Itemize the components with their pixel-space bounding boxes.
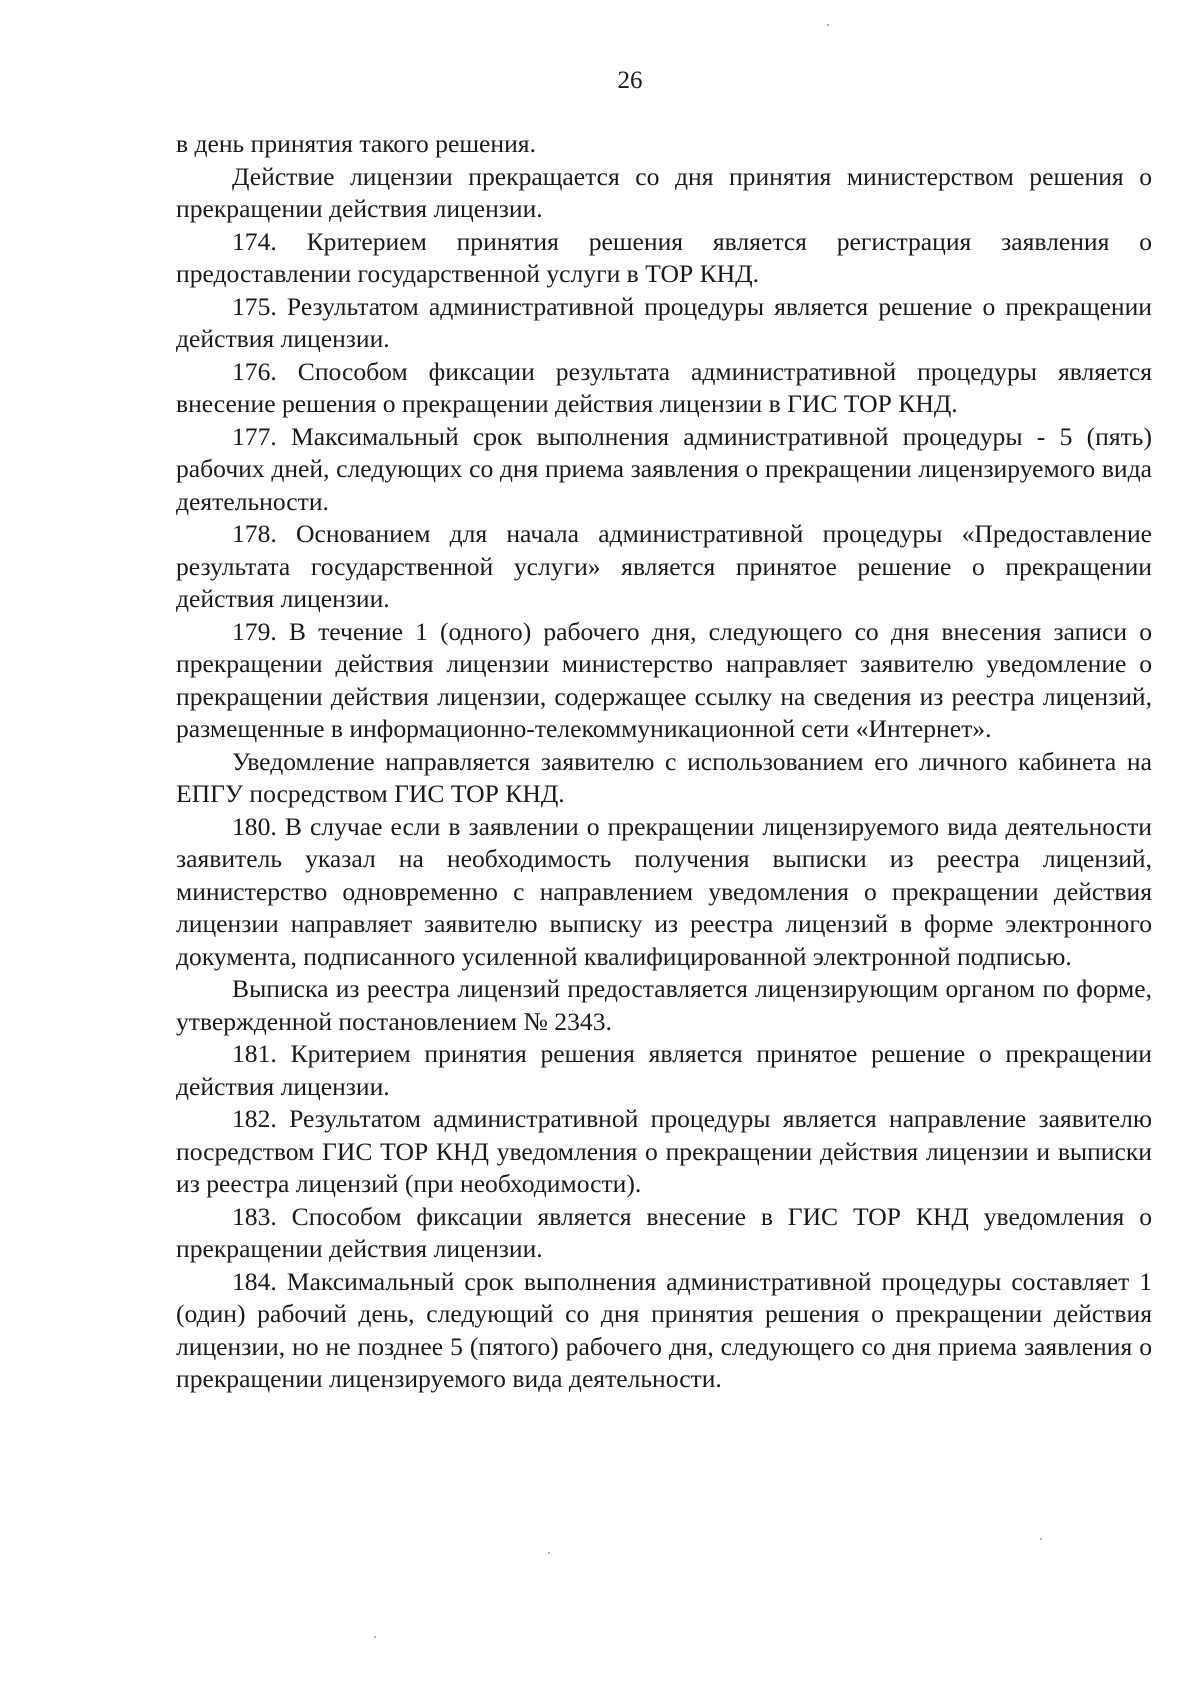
- paragraph-181: 181. Критерием принятия решения является принятое решение о прекращении действия лицензии.: [176, 1039, 1152, 1101]
- paragraph-179: 179. В течение 1 (одного) рабочего дня, следующего со дня внесения записи о прекращении действия лицензии министерство направляет заявителю уведомление о прекращении действия лицензии, содержащее ссылку на сведения из реестра лицензий, размещенные в информационно-телекоммуникационной сети «Интернет».: [176, 616, 1152, 743]
- scan-speck: [548, 1552, 550, 1554]
- paragraph-registry-extract: Выписка из реестра лицензий предоставляется лицензирующим органом по форме, утвержденной постановлением № 2343.: [176, 974, 1152, 1036]
- paragraph-180: 180. В случае если в заявлении о прекращении лицензируемого вида деятельности заявитель указал на необходимость получения выписки из реестра лицензий, министерство одновременно с направлением уведомления о прекращении действия лицензии направляет заявителю выписку из реестра лицензий в форме электронного документа, подписанного усиленной квалифицированной электронной подписью.: [176, 811, 1152, 971]
- scan-speck: [1040, 1538, 1042, 1540]
- paragraph-license-termination-effect: Действие лицензии прекращается со дня принятия министерством решения о прекращении действия лицензии.: [176, 161, 1152, 223]
- paragraph-notification: Уведомление направляется заявителю с использованием его личного кабинета на ЕПГУ посредством ГИС ТОР КНД.: [176, 746, 1152, 808]
- paragraph-178: 178. Основанием для начала административной процедуры «Предоставление результата государственной услуги» является принятое решение о прекращении действия лицензии.: [176, 519, 1152, 613]
- paragraph-174: 174. Критерием принятия решения является регистрация заявления о предоставлении государственной услуги в ТОР КНД.: [176, 226, 1152, 288]
- paragraph-176: 176. Способом фиксации результата административной процедуры является внесение решения о прекращении действия лицензии в ГИС ТОР КНД.: [176, 356, 1152, 418]
- paragraph-183: 183. Способом фиксации является внесение в ГИС ТОР КНД уведомления о прекращении действия лицензии.: [176, 1201, 1152, 1263]
- paragraph-175: 175. Результатом административной процедуры является решение о прекращении действия лицензии.: [176, 291, 1152, 353]
- document-body: [176, 128, 1152, 1396]
- paragraph-continuation: в день принятия такого решения.: [176, 129, 536, 158]
- page-number: 26: [617, 67, 643, 94]
- paragraph-182: 182. Результатом административной процедуры является направление заявителю посредством ГИС ТОР КНД уведомления о прекращении действия лицензии и выписки из реестра лицензий (при необходимости).: [176, 1104, 1152, 1198]
- paragraph-184: 184. Максимальный срок выполнения административной процедуры составляет 1 (один) рабочий день, следующий со дня принятия решения о прекращении действия лицензии, но не позднее 5 (пятого) рабочего дня, следующего со дня приема заявления о прекращении лицензируемого вида деятельности.: [176, 1266, 1152, 1393]
- scan-speck: [827, 24, 829, 26]
- paragraph-177: 177. Максимальный срок выполнения административной процедуры - 5 (пять) рабочих дней, следующих со дня приема заявления о прекращении лицензируемого вида деятельности.: [176, 421, 1152, 516]
- scan-speck: [374, 1636, 376, 1638]
